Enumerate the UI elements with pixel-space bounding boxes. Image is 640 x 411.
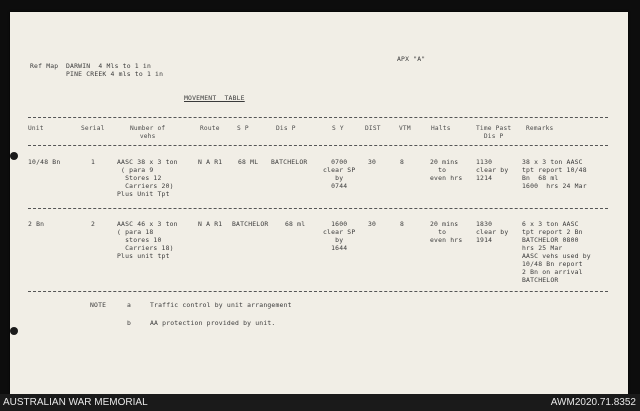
rule-top: [28, 117, 608, 118]
note-a-text: Traffic control by unit arrangement: [150, 301, 292, 309]
archive-footer: [0, 394, 640, 411]
row2-disp: 68 ml: [285, 220, 306, 228]
header-time-past: Time Past Dis P: [476, 125, 512, 140]
row1-dist: 30: [368, 158, 377, 166]
row1-time: 1130 clear by 1214: [476, 158, 509, 182]
row1-sp: 68 ML: [238, 158, 259, 166]
row1-route: N A R1: [198, 158, 223, 166]
punch-hole-top: [10, 152, 18, 160]
row1-halts: 20 mins to even hrs: [430, 158, 463, 182]
appendix-label: APX "A": [397, 55, 426, 63]
row2-vehs: AASC 46 x 3 ton ( para 18 stores 10 Carriers 18) Plus unit tpt: [117, 220, 178, 260]
row2-sy: 1600 clear SP by 1644: [323, 220, 356, 252]
ref-map-line-1: DARWIN 4 Mls to 1 in: [66, 62, 151, 70]
header-sy: S Y: [332, 125, 344, 132]
header-vehs: Number of vehs: [130, 125, 166, 140]
note-a-mark: a: [127, 301, 132, 309]
punch-hole-bottom: [10, 327, 18, 335]
row2-unit: 2 Bn: [28, 220, 45, 228]
row2-remarks: 6 x 3 ton AASC tpt report 2 Bn BATCHELOR 0800 hrs 25 Mar AASC vehs used by 10/48 Bn report 2 Bn on arrival BATCHELOR: [522, 220, 591, 284]
header-serial: Serial: [81, 125, 105, 132]
rule-under-headers: [28, 145, 608, 146]
row1-sy: 0700 clear SP by 0744: [323, 158, 356, 190]
footer-accession-number: AWM2020.71.8352: [550, 397, 636, 408]
header-halts: Halts: [431, 125, 451, 132]
document-title: MOVEMENT TABLE: [184, 94, 245, 102]
rule-between-rows: [28, 208, 608, 209]
row1-unit: 10/48 Bn: [28, 158, 61, 166]
header-remarks: Remarks: [526, 125, 554, 132]
header-dist: DIST: [365, 125, 381, 132]
row1-vtm: 8: [400, 158, 405, 166]
document-page: [10, 12, 628, 394]
row2-route: N A R1: [198, 220, 223, 228]
row1-disp: BATCHELOR: [271, 158, 308, 166]
note-b-mark: b: [127, 319, 132, 327]
notes-label: NOTE: [90, 301, 107, 309]
rule-bottom: [28, 291, 608, 292]
header-route: Route: [200, 125, 220, 132]
ref-map-line-2: PINE CREEK 4 mls to 1 in: [66, 70, 164, 78]
ref-map-label: Ref Map: [30, 62, 59, 70]
note-b-text: AA protection provided by unit.: [150, 319, 276, 327]
row2-dist: 30: [368, 220, 377, 228]
footer-institution: AUSTRALIAN WAR MEMORIAL: [3, 397, 148, 408]
row1-remarks: 38 x 3 ton AASC tpt report 10/48 Bn 68 ml 1600 hrs 24 Mar: [522, 158, 587, 190]
header-disp: Dis P: [276, 125, 296, 132]
header-unit: Unit: [28, 125, 44, 132]
row2-vtm: 8: [400, 220, 405, 228]
header-vtm: VTM: [399, 125, 411, 132]
row1-serial: 1: [91, 158, 96, 166]
row2-time: 1830 clear by 1914: [476, 220, 509, 244]
row2-serial: 2: [91, 220, 96, 228]
row2-sp: BATCHELOR: [232, 220, 269, 228]
row2-halts: 20 mins to even hrs: [430, 220, 463, 244]
header-sp: S P: [237, 125, 249, 132]
row1-vehs: AASC 38 x 3 ton ( para 9 Stores 12 Carriers 20) Plus Unit Tpt: [117, 158, 178, 198]
